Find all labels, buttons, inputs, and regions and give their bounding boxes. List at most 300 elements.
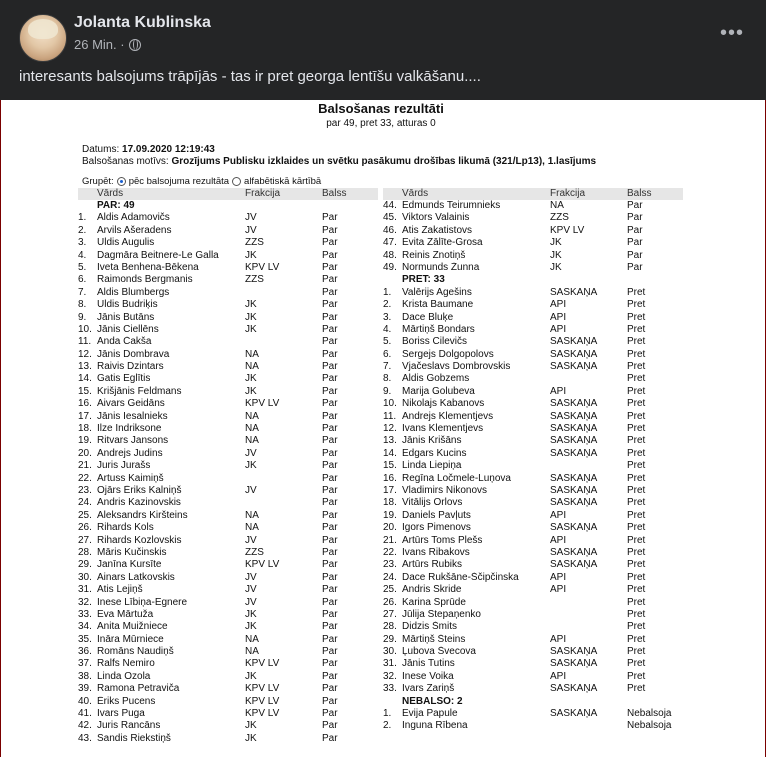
row-name: Juris Rancāns [97, 720, 161, 732]
row-frakcija: SASKAŅA [550, 336, 598, 348]
row-frakcija: JV [245, 534, 257, 546]
table-row [383, 262, 683, 274]
table-row [383, 535, 683, 547]
row-frakcija: KPV LV [550, 224, 585, 236]
row-name: Ēriks Pucens [97, 695, 156, 707]
row-number: 41. [78, 708, 92, 720]
row-balss: Par [322, 398, 338, 410]
row-name: Artūrs Rubiks [402, 559, 463, 571]
row-balss: Par [322, 658, 338, 670]
radio-alphabetical[interactable] [232, 177, 241, 186]
row-balss: Pret [627, 410, 646, 422]
row-frakcija: JK [245, 732, 257, 744]
row-frakcija: ZZS [245, 237, 264, 249]
row-frakcija [245, 200, 322, 212]
row-name: Raimonds Bergmanis [97, 274, 193, 286]
date-label: Datums: [82, 144, 123, 155]
row-number: 23. [78, 484, 92, 496]
row-frakcija: JK [245, 460, 257, 472]
row-frakcija: SASKAŅA [550, 497, 598, 509]
table-row [383, 312, 683, 324]
row-number: 5. [78, 261, 87, 273]
row-balss: Pret [627, 435, 646, 447]
row-frakcija: JK [245, 323, 257, 335]
row-number: 11. [383, 410, 397, 422]
row-number: 4. [383, 323, 392, 335]
left-rows [78, 200, 378, 745]
row-name: Ilze Indriksone [97, 423, 162, 435]
header-frakcija: Frakcija [550, 188, 586, 199]
row-number: 14. [78, 373, 92, 385]
row-frakcija: KPV LV [245, 708, 280, 720]
motive-value: Grozījums Publisku izklaides un svētku pasākumu drošības likumā (321/Lp13), 1.lasījums [171, 156, 597, 167]
row-balss: Pret [627, 608, 646, 620]
row-balss: Pret [627, 484, 646, 496]
more-options-icon[interactable]: ••• [719, 22, 744, 44]
row-number: 1. [383, 286, 392, 298]
right-rows [383, 200, 683, 733]
row-balss: Pret [627, 460, 646, 472]
row-balss: Par [322, 212, 338, 224]
row-name: Nikolajs Kabanovs [402, 398, 485, 410]
row-number: 29. [383, 633, 397, 645]
motive-label: Balsošanas motīvs: [82, 156, 172, 167]
table-row [78, 262, 378, 274]
row-name: Aivars Geidāns [97, 398, 165, 410]
row-name: Ivars Puga [97, 708, 145, 720]
row-name: Krišjānis Feldmans [97, 385, 182, 397]
table-row [78, 720, 378, 732]
row-balss: Pret [627, 361, 646, 373]
row-name: Aldis Gobzems [402, 373, 470, 385]
row-name: Rihards Kozlovskis [97, 534, 182, 546]
row-number: 25. [383, 584, 397, 596]
table-row [78, 522, 378, 534]
table-row [78, 411, 378, 423]
globe-icon [129, 39, 141, 51]
row-balss: Pret [627, 385, 646, 397]
row-balss: Par [322, 621, 338, 633]
table-row [383, 720, 683, 732]
row-name: Jānis Dombrava [97, 348, 170, 360]
row-name: Juris Jurašs [97, 460, 151, 472]
row-frakcija: NA [245, 435, 259, 447]
table-row [78, 435, 378, 447]
row-balss: Pret [627, 311, 646, 323]
row-frakcija: JK [550, 261, 562, 273]
row-frakcija: JV [245, 584, 257, 596]
row-balss: Par [627, 200, 643, 211]
row-frakcija: SASKAŅA [550, 348, 598, 360]
row-number: 9. [383, 385, 392, 397]
table-row [383, 398, 683, 410]
row-frakcija [245, 287, 322, 299]
table-row [78, 497, 378, 509]
row-number: 2. [78, 224, 87, 236]
row-name: Aleksandrs Kiršteins [97, 509, 188, 521]
row-number: 30. [383, 646, 397, 658]
post-text: interesants balsojums trāpījās - tas ir pret georga lentīšu valkāšanu.... [19, 68, 481, 85]
row-number: 19. [78, 435, 92, 447]
post-meta [74, 37, 141, 52]
table-row [383, 361, 683, 373]
results-column-left [78, 188, 378, 745]
row-number: 17. [78, 410, 92, 422]
row-number: 24. [383, 571, 397, 583]
row-balss: Par [627, 224, 643, 236]
row-number: 1. [383, 708, 392, 720]
row-number: 25. [78, 509, 92, 521]
row-name: Vjačeslavs Dombrovskis [402, 361, 511, 373]
row-name: Gatis Eglītis [97, 373, 151, 385]
table-row [383, 584, 683, 596]
row-balss: Par [322, 695, 338, 707]
row-frakcija: SASKAŅA [550, 522, 598, 534]
row-number: 14. [383, 447, 397, 459]
row-frakcija: SASKAŅA [550, 484, 598, 496]
row-name: Artuss Kaimiņš [97, 472, 164, 484]
row-frakcija: JK [245, 720, 257, 732]
row-name: PAR: 49 [97, 200, 135, 211]
row-number: 13. [383, 435, 397, 447]
row-number: 43. [78, 732, 92, 744]
row-number: 30. [78, 571, 92, 583]
row-frakcija: API [550, 299, 567, 311]
row-balss: Par [322, 497, 338, 509]
row-name: Jānis Tutins [402, 658, 455, 670]
row-frakcija [550, 696, 627, 708]
row-frakcija: JV [245, 447, 257, 459]
row-frakcija: SASKAŅA [550, 683, 598, 695]
table-row [78, 287, 378, 299]
row-number: 33. [383, 683, 397, 695]
row-balss: Par [322, 708, 338, 720]
row-frakcija [550, 373, 627, 385]
row-name: Inguna Rībena [402, 720, 468, 732]
row-name: Raivis Dzintars [97, 361, 164, 373]
row-frakcija: SASKAŅA [550, 361, 598, 373]
row-number: 15. [383, 460, 397, 472]
row-frakcija: JK [245, 311, 257, 323]
row-balss [627, 696, 683, 708]
radio-by-result[interactable] [117, 177, 126, 186]
row-balss: Par [322, 249, 338, 261]
table-row [383, 522, 683, 534]
row-balss: Par [322, 522, 338, 534]
table-row [78, 572, 378, 584]
radio-by-result-label: pēc balsojuma rezultāta [128, 176, 230, 187]
row-balss [627, 274, 683, 286]
row-frakcija: NA [550, 200, 564, 211]
row-name: Viktors Valainis [402, 212, 470, 224]
row-name: Boriss Cilevičs [402, 336, 468, 348]
row-number: 8. [78, 299, 87, 311]
table-row [383, 250, 683, 262]
table-row [383, 473, 683, 485]
row-balss: Par [627, 249, 643, 261]
row-number: 20. [383, 522, 397, 534]
row-name: Inese Voika [402, 670, 454, 682]
row-name: Ojārs Ēriks Kalniņš [97, 484, 182, 496]
row-frakcija: API [550, 584, 567, 596]
row-frakcija: API [550, 509, 567, 521]
row-balss: Par [322, 720, 338, 732]
post-header [0, 0, 766, 100]
row-name: Sandis Riekstiņš [97, 732, 171, 744]
row-balss: Pret [627, 546, 646, 558]
row-frakcija: API [550, 311, 567, 323]
group-heading [78, 200, 378, 212]
row-balss: Pret [627, 584, 646, 596]
row-balss: Par [322, 385, 338, 397]
row-balss: Pret [627, 509, 646, 521]
row-frakcija [550, 597, 627, 609]
table-row [78, 225, 378, 237]
row-frakcija: API [550, 633, 567, 645]
header-name: Vārds [402, 188, 429, 199]
row-frakcija: API [550, 571, 567, 583]
row-number: 21. [383, 534, 397, 546]
table-row [78, 708, 378, 720]
table-row [383, 634, 683, 646]
row-number: 8. [383, 373, 392, 385]
row-balss: Par [322, 584, 338, 596]
row-balss: Par [627, 212, 643, 224]
row-name: Ramona Petraviča [97, 683, 180, 695]
row-frakcija: NA [245, 410, 259, 422]
row-number: 24. [78, 497, 92, 509]
row-number: 3. [78, 237, 87, 249]
row-balss: Pret [627, 286, 646, 298]
row-frakcija: JK [550, 237, 562, 249]
table-row [78, 336, 378, 348]
row-balss: Pret [627, 658, 646, 670]
row-name: Ritvars Jansons [97, 435, 169, 447]
row-name: Andrejs Judins [97, 447, 163, 459]
row-name: Jūlija Stepaņenko [402, 608, 481, 620]
row-number: 16. [383, 472, 397, 484]
row-number: 31. [78, 584, 92, 596]
row-number: 26. [383, 596, 397, 608]
table-row [383, 683, 683, 695]
row-frakcija [550, 621, 627, 633]
row-balss [322, 200, 378, 212]
row-name: Artūrs Toms Plešs [402, 534, 483, 546]
row-frakcija: API [550, 323, 567, 335]
row-balss: Par [322, 460, 338, 472]
row-frakcija: SASKAŅA [550, 423, 598, 435]
row-name: Daniels Pavļuts [402, 509, 471, 521]
row-frakcija: SASKAŅA [550, 447, 598, 459]
row-balss: Par [322, 484, 338, 496]
row-frakcija: SASKAŅA [550, 472, 598, 484]
row-balss: Pret [627, 423, 646, 435]
row-name: PRET: 33 [402, 274, 445, 286]
row-name: Uldis Augulis [97, 237, 155, 249]
row-number: 27. [78, 534, 92, 546]
row-number: 31. [383, 658, 397, 670]
table-row [383, 225, 683, 237]
row-name: Romāns Naudiņš [97, 646, 174, 658]
table-row [78, 386, 378, 398]
table-row [383, 658, 683, 670]
row-balss: Par [322, 237, 338, 249]
table-row [383, 411, 683, 423]
row-balss: Par [322, 670, 338, 682]
row-balss: Pret [627, 373, 646, 385]
row-name: NEBALSO: 2 [402, 695, 463, 707]
row-number: 23. [383, 559, 397, 571]
table-row [78, 696, 378, 708]
row-number: 39. [78, 683, 92, 695]
row-balss: Par [627, 237, 643, 249]
row-balss: Pret [627, 336, 646, 348]
row-name: Mārtiņš Šteins [402, 633, 466, 645]
row-frakcija: NA [245, 348, 259, 360]
table-row [78, 324, 378, 336]
row-balss: Par [322, 732, 338, 744]
row-balss: Par [322, 286, 338, 298]
row-balss: Par [322, 608, 338, 620]
row-name: Ivars Zariņš [402, 683, 455, 695]
row-name: Edgars Kucins [402, 447, 467, 459]
row-name: Anita Muižniece [97, 621, 168, 633]
table-row [383, 423, 683, 435]
table-row [78, 510, 378, 522]
row-name: Dace Bluķe [402, 311, 454, 323]
row-frakcija [245, 473, 322, 485]
row-frakcija: SASKAŅA [550, 559, 598, 571]
doc-motive [82, 156, 596, 167]
post-photo[interactable] [0, 100, 766, 757]
table-row [383, 237, 683, 249]
table-row [383, 547, 683, 559]
row-frakcija: ZZS [245, 274, 264, 286]
table-row [383, 497, 683, 509]
table-row [78, 460, 378, 472]
table-row [383, 559, 683, 571]
post-author[interactable]: Jolanta Kublinska [74, 14, 211, 31]
row-name: Eva Mārtuža [97, 608, 154, 620]
row-balss: Par [322, 410, 338, 422]
table-row [383, 646, 683, 658]
row-name: Evija Papule [402, 708, 458, 720]
doc-date [82, 144, 215, 155]
row-number [383, 274, 402, 286]
row-name: Didzis Šmits [402, 621, 458, 633]
table-row [383, 485, 683, 497]
table-row [383, 212, 683, 224]
row-name: Ivans Klementjevs [402, 423, 484, 435]
row-name: Andris Skride [402, 584, 462, 596]
row-frakcija: NA [245, 633, 259, 645]
post-time[interactable]: 26 Min. · [74, 37, 125, 52]
row-balss: Nebalsoja [627, 708, 672, 720]
row-name: Reinis Znotiņš [402, 249, 466, 261]
row-balss: Nebalsoja [627, 720, 672, 732]
row-number: 28. [383, 621, 397, 633]
row-frakcija: JV [245, 212, 257, 224]
row-frakcija: KPV LV [245, 658, 280, 670]
row-number: 17. [383, 484, 397, 496]
row-balss: Par [322, 633, 338, 645]
row-name: Ināra Mūrniece [97, 633, 164, 645]
row-balss: Par [322, 348, 338, 360]
table-row [383, 708, 683, 720]
row-frakcija: JK [245, 249, 257, 261]
row-number: 32. [78, 596, 92, 608]
row-balss: Par [322, 546, 338, 558]
group-heading [383, 696, 683, 708]
row-frakcija: JK [245, 608, 257, 620]
row-number: 49. [383, 261, 397, 273]
row-number: 32. [383, 670, 397, 682]
row-name: Sergejs Dolgopolovs [402, 348, 494, 360]
row-name: Normunds Žunna [402, 261, 480, 273]
row-name: Aldis Adamovičs [97, 212, 170, 224]
row-number: 10. [78, 323, 92, 335]
row-frakcija [245, 497, 322, 509]
header-name: Vārds [97, 188, 124, 199]
row-number: 1. [78, 212, 87, 224]
row-frakcija: NA [245, 423, 259, 435]
row-name: Ļubova Švecova [402, 646, 476, 658]
row-name: Igors Pimenovs [402, 522, 471, 534]
row-frakcija: SASKAŅA [550, 546, 598, 558]
row-number: 2. [383, 299, 392, 311]
table-row [78, 423, 378, 435]
table-row [78, 237, 378, 249]
avatar[interactable] [19, 14, 67, 62]
row-name: Vladimirs Nikonovs [402, 484, 488, 496]
row-frakcija: SASKAŅA [550, 398, 598, 410]
header-balss: Balss [627, 188, 652, 199]
table-row [383, 299, 683, 311]
row-frakcija: SASKAŅA [550, 410, 598, 422]
row-frakcija: ZZS [245, 546, 264, 558]
table-row [383, 460, 683, 472]
table-row [78, 212, 378, 224]
row-balss: Par [322, 299, 338, 311]
group-heading [383, 274, 683, 286]
row-number: 5. [383, 336, 392, 348]
row-frakcija: SASKAŅA [550, 708, 598, 720]
row-name: Māris Kučinskis [97, 546, 167, 558]
header-frakcija: Frakcija [245, 188, 281, 199]
row-balss: Par [627, 261, 643, 273]
row-number: 18. [78, 423, 92, 435]
table-row [78, 683, 378, 695]
row-frakcija: JK [245, 299, 257, 311]
row-balss: Pret [627, 571, 646, 583]
table-row [78, 597, 378, 609]
row-number: 27. [383, 608, 397, 620]
row-balss: Pret [627, 497, 646, 509]
table-row [78, 274, 378, 286]
radio-alphabetical-label: alfabētiskā kārtībā [244, 176, 322, 187]
row-balss: Pret [627, 646, 646, 658]
row-balss: Par [322, 373, 338, 385]
row-number: 6. [78, 274, 87, 286]
table-row [383, 287, 683, 299]
row-number: 7. [383, 361, 392, 373]
row-number: 4. [78, 249, 87, 261]
row-number: 22. [383, 546, 397, 558]
row-frakcija: KPV LV [245, 683, 280, 695]
table-row [78, 349, 378, 361]
row-name: Rihards Kols [97, 522, 154, 534]
table-row [78, 312, 378, 324]
